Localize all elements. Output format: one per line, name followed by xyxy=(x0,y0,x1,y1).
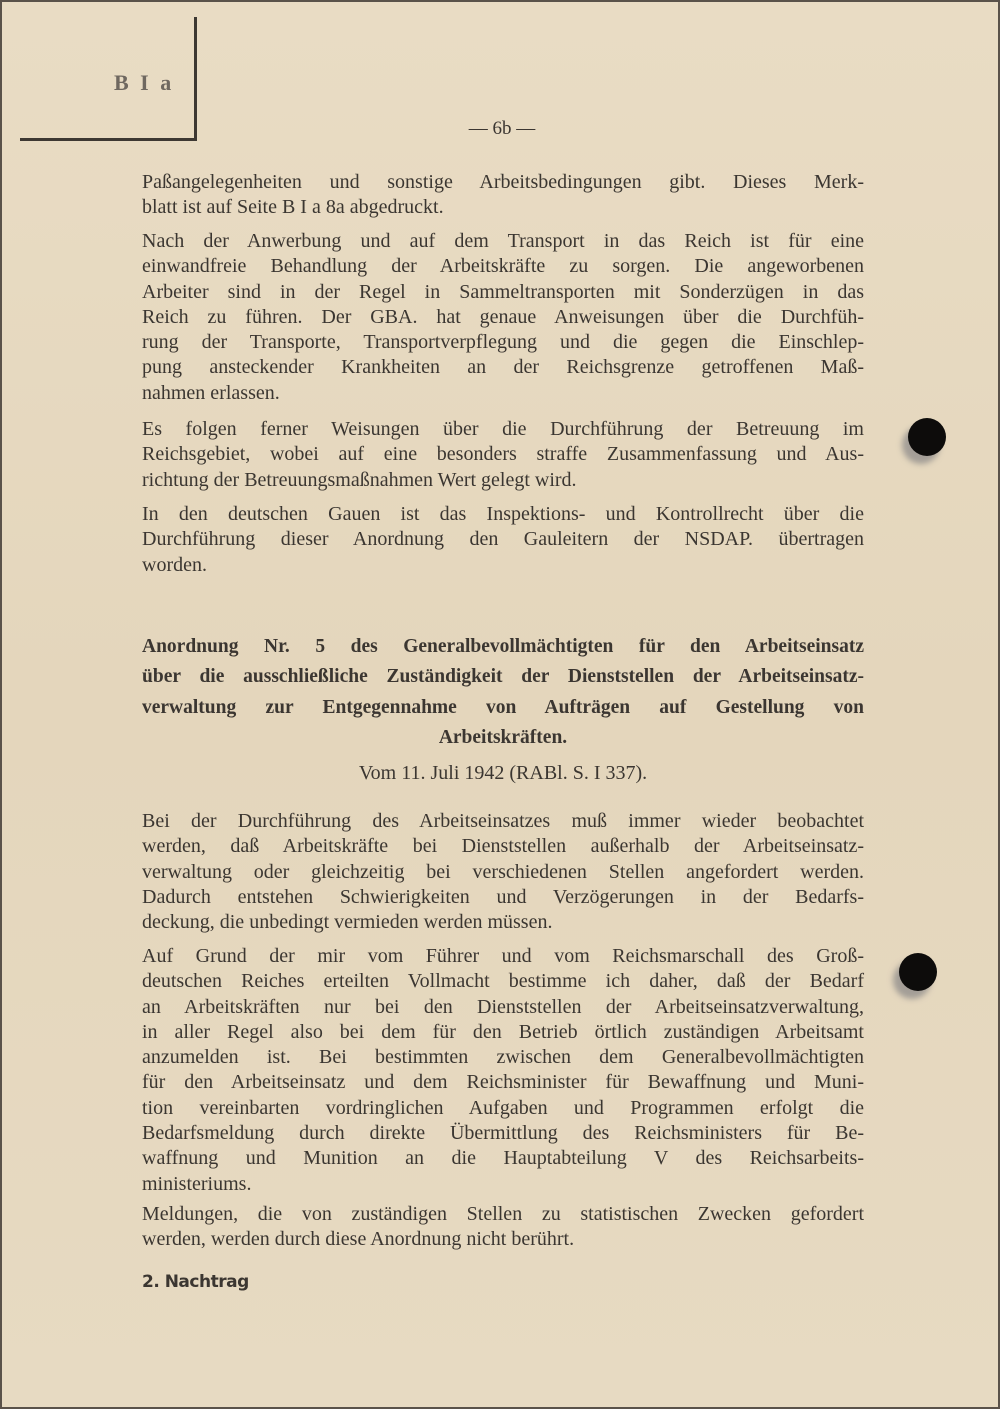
decree-date: Vom 11. Juli 1942 (RABl. S. I 337). xyxy=(358,762,648,784)
text-line: werden, werden durch diese Anordnung nicht berührt. xyxy=(142,1228,575,1251)
text-line: Paßangelegenheiten und sonstige Arbeitsbedingungen gibt. Dieses Merk- xyxy=(142,171,864,193)
text-line: tion vereinbarten vordringlichen Aufgaben und Programmen erfolgt die xyxy=(142,1096,864,1119)
text-line: In den deutschen Gauen ist das Inspektions- und Kontrollrecht über die xyxy=(142,503,864,525)
text-line: waffnung und Munition an die Hauptabteilung V des Reichsarbeits- xyxy=(142,1147,864,1170)
text-line: richtung der Betreuungsmaßnahmen Wert gelegt wird. xyxy=(142,468,577,491)
text-line: Bei der Durchführung des Arbeitseinsatzes muß immer wieder beobachtet xyxy=(142,810,864,832)
text-line: für den Arbeitseinsatz und dem Reichsminister für Bewaffnung und Muni- xyxy=(142,1071,864,1094)
text-line: deutschen Reiches erteilten Vollmacht bestimme ich daher, daß der Bedarf xyxy=(142,970,864,993)
text-line: worden. xyxy=(142,553,207,576)
text-line: Es folgen ferner Weisungen über die Durchführung der Betreuung im xyxy=(142,418,864,440)
text-line: Auf Grund der mir vom Führer und vom Reichsmarschall des Groß- xyxy=(142,945,864,967)
paragraph xyxy=(142,809,864,935)
heading-line: verwaltung zur Entgegennahme von Aufträgen auf Gestellung von xyxy=(142,696,864,718)
text-line: Dadurch entstehen Schwierigkeiten und Verzögerungen in der Bedarfs- xyxy=(142,885,864,908)
paragraph xyxy=(142,1202,864,1253)
text-line: anzumelden ist. Bei bestimmten zwischen dem Generalbevollmächtigten xyxy=(142,1046,864,1069)
paragraph xyxy=(142,170,864,221)
text-line: Durchführung dieser Anordnung den Gauleitern der NSDAP. übertragen xyxy=(142,528,864,551)
text-line: Reich zu führen. Der GBA. hat genaue Anweisungen über die Durchfüh- xyxy=(142,305,864,328)
decree-heading xyxy=(142,632,864,753)
text-line: verwaltung oder gleichzeitig bei verschiedenen Stellen angefordert werden. xyxy=(142,860,864,883)
text-line: pung ansteckender Krankheiten an der Reichsgrenze getroffenen Maß- xyxy=(142,356,864,379)
text-line: nahmen erlassen. xyxy=(142,381,280,404)
text-line: Arbeiter sind in der Regel in Sammeltransporten mit Sonderzügen in das xyxy=(142,280,864,303)
text-line: einwandfreie Behandlung der Arbeitskräfte zu sorgen. Die angeworbenen xyxy=(142,255,864,278)
paragraph xyxy=(142,944,864,1197)
paragraph xyxy=(142,417,864,493)
heading-line: Anordnung Nr. 5 des Generalbevollmächtigten für den Arbeitseinsatz xyxy=(142,636,864,657)
heading-line: über die ausschließliche Zuständigkeit der Dienststellen der Arbeitseinsatz- xyxy=(142,666,864,688)
paragraph xyxy=(142,502,864,578)
text-line: Reichsgebiet, wobei auf eine besonders straffe Zusammenfassung und Aus- xyxy=(142,443,864,466)
text-line: rung der Transporte, Transportverpflegung und die gegen die Einschlep- xyxy=(142,331,864,354)
paragraph xyxy=(142,229,864,406)
text-line: Bedarfsmeldung durch direkte Übermittlung des Reichsministers für Be- xyxy=(142,1122,864,1145)
text-line: blatt ist auf Seite B I a 8a abgedruckt. xyxy=(142,196,444,219)
text-line: an Arbeitskräften nur bei den Dienststellen der Arbeitseinsatzverwaltung, xyxy=(142,995,864,1018)
text-line: in aller Regel also bei dem für den Betrieb örtlich zuständigen Arbeitsamt xyxy=(142,1020,864,1043)
text-line: werden, daß Arbeitskräfte bei Dienststellen außerhalb der Arbeitseinsatz- xyxy=(142,835,864,858)
punch-hole-icon xyxy=(899,953,937,991)
text-line: ministeriums. xyxy=(142,1172,252,1195)
text-line: deckung, die unbedingt vermieden werden müssen. xyxy=(142,911,553,934)
heading-line: Arbeitskräften. xyxy=(438,726,568,748)
section-mark: B I a xyxy=(114,70,175,95)
footer-note: 2. Nachtrag xyxy=(142,1272,249,1292)
page-number: — 6b — xyxy=(468,118,536,139)
punch-hole-icon xyxy=(908,418,946,456)
text-line: Meldungen, die von zuständigen Stellen zu statistischen Zwecken gefordert xyxy=(142,1203,864,1225)
text-line: Nach der Anwerbung und auf dem Transport in das Reich ist für eine xyxy=(142,230,864,252)
